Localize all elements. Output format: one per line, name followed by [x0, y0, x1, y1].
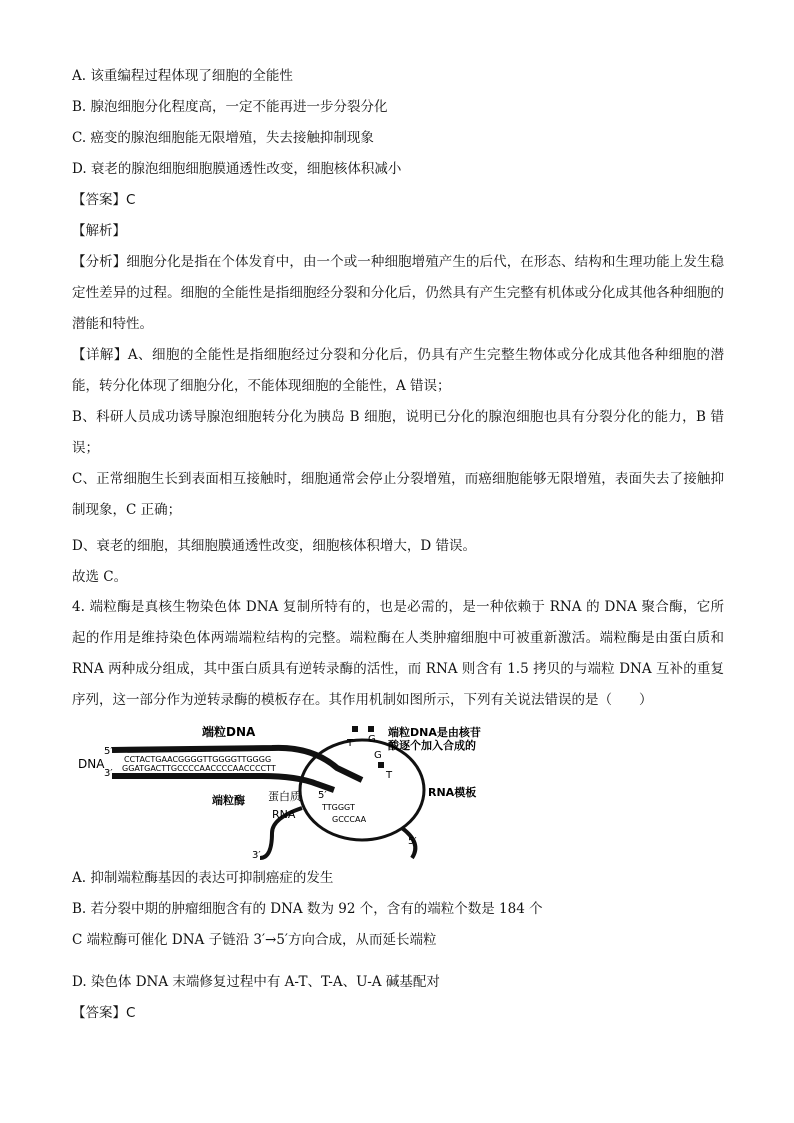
q3-detail-c: C、正常细胞生长到表面相互接触时，细胞通常会停止分裂增殖，而癌细胞能够无限增殖，表面失去了接触抑制现象，C 正确；: [72, 471, 724, 518]
q3-detail-a: 【详解】A、细胞的全能性是指细胞经过分裂和分化后，仍具有产生完整生物体或分化成其他各种细胞的潜能，转分化体现了细胞分化，不能体现细胞的全能性，A 错误；: [72, 347, 724, 394]
nucleotide-addition-label-1: 端粒DNA是由核苷: [388, 726, 481, 739]
telomerase-label: 端粒酶: [212, 794, 245, 807]
bottom-sequence: GGATGACTTGCCCCAACCCCAACCCCTT: [122, 764, 276, 773]
q3-option-b: B. 腺泡细胞分化程度高，一定不能再进一步分裂分化: [72, 99, 388, 115]
q4-option-d: D. 染色体 DNA 末端修复过程中有 A-T、T-A、U-A 碱基配对: [72, 974, 440, 990]
nucleotide-t1: T: [347, 738, 354, 749]
top-sequence: CCTACTGAACGGGGTTGGGGTTGGGG: [124, 755, 272, 764]
q4-answer: 【答案】C: [72, 1005, 136, 1021]
q3-option-c: C. 癌变的腺泡细胞能无限增殖，失去接触抑制现象: [72, 130, 374, 146]
rna-template-label: RNA模板: [428, 786, 477, 799]
inner-five-prime: 5′: [318, 790, 327, 801]
q4-option-a: A. 抑制端粒酶基因的表达可抑制癌症的发生: [72, 870, 334, 886]
q3-detail-d: D、衰老的细胞，其细胞膜通透性改变，细胞核体积增大，D 错误。: [72, 538, 476, 554]
q4-stem: 4. 端粒酶是真核生物染色体 DNA 复制所特有的，也是必需的，是一种依赖于 RNA 的 DNA 聚合酶，它所起的作用是维持染色体两端端粒结构的完整。端粒酶在人类肿瘤细胞中可被重新激活。端粒酶是由蛋白质和 RNA 两种成分组成，其中蛋白质具有逆转录酶的活性，而 RNA 则含有 1.5 拷贝的与端粒 DNA 互补的重复序列，这一部分作为逆转录酶的模板存在。其作用机制如图所示，下列有关说法错误的是（ ）: [72, 599, 724, 708]
template-sequence: GCCCAA: [332, 815, 367, 824]
nucleotide-g1: G: [368, 734, 376, 745]
protein-label: 蛋白质: [268, 790, 301, 803]
telomere-dna-label: 端粒DNA: [202, 725, 256, 739]
bottom-three-prime: 3′: [252, 850, 261, 861]
q3-fenxi-paragraph: 【分析】细胞分化是指在个体发育中，由一个或一种细胞增殖产生的后代，在形态、结构和生理功能上发生稳定性差异的过程。细胞的全能性是指细胞经分裂和分化后，仍然具有产生完整有机体或分化成其他各种细胞的潜能和特性。: [72, 254, 724, 332]
nucleotide-g2: G: [374, 750, 382, 761]
q3-option-d: D. 衰老的腺泡细胞细胞膜通透性改变，细胞核体积减小: [72, 161, 402, 177]
dna-label: DNA: [78, 757, 105, 771]
q3-answer: 【答案】C: [72, 192, 136, 208]
new-dna-sequence: TTGGGT: [322, 803, 355, 812]
nucleotide-addition-label-2: 酸逐个加入合成的: [388, 739, 476, 752]
nucleotide-square: [368, 726, 374, 732]
rna-label: RNA: [272, 808, 296, 821]
dna-three-prime-label: 3′: [104, 768, 113, 779]
dna-five-prime-label: 5′: [104, 746, 113, 757]
q3-option-a: A. 该重编程过程体现了细胞的全能性: [72, 68, 293, 84]
telomerase-mechanism-figure: [72, 718, 512, 863]
q4-option-c: C 端粒酶可催化 DNA 子链沿 3′→5′方向合成，从而延长端粒: [72, 932, 437, 948]
nucleotide-square: [378, 762, 384, 768]
q3-conclusion: 故选 C。: [72, 569, 128, 585]
q4-option-b: B. 若分裂中期的肿瘤细胞含有的 DNA 数为 92 个，含有的端粒个数是 184 个: [72, 901, 543, 917]
q3-detail-b: B、科研人员成功诱导腺泡细胞转分化为胰岛 B 细胞，说明已分化的腺泡细胞也具有分裂分化的能力，B 错误；: [72, 409, 724, 456]
nucleotide-square: [352, 726, 358, 732]
right-five-prime: 5′: [408, 836, 417, 847]
nucleotide-t2: T: [386, 770, 393, 781]
q3-analysis-title: 【解析】: [72, 223, 126, 239]
